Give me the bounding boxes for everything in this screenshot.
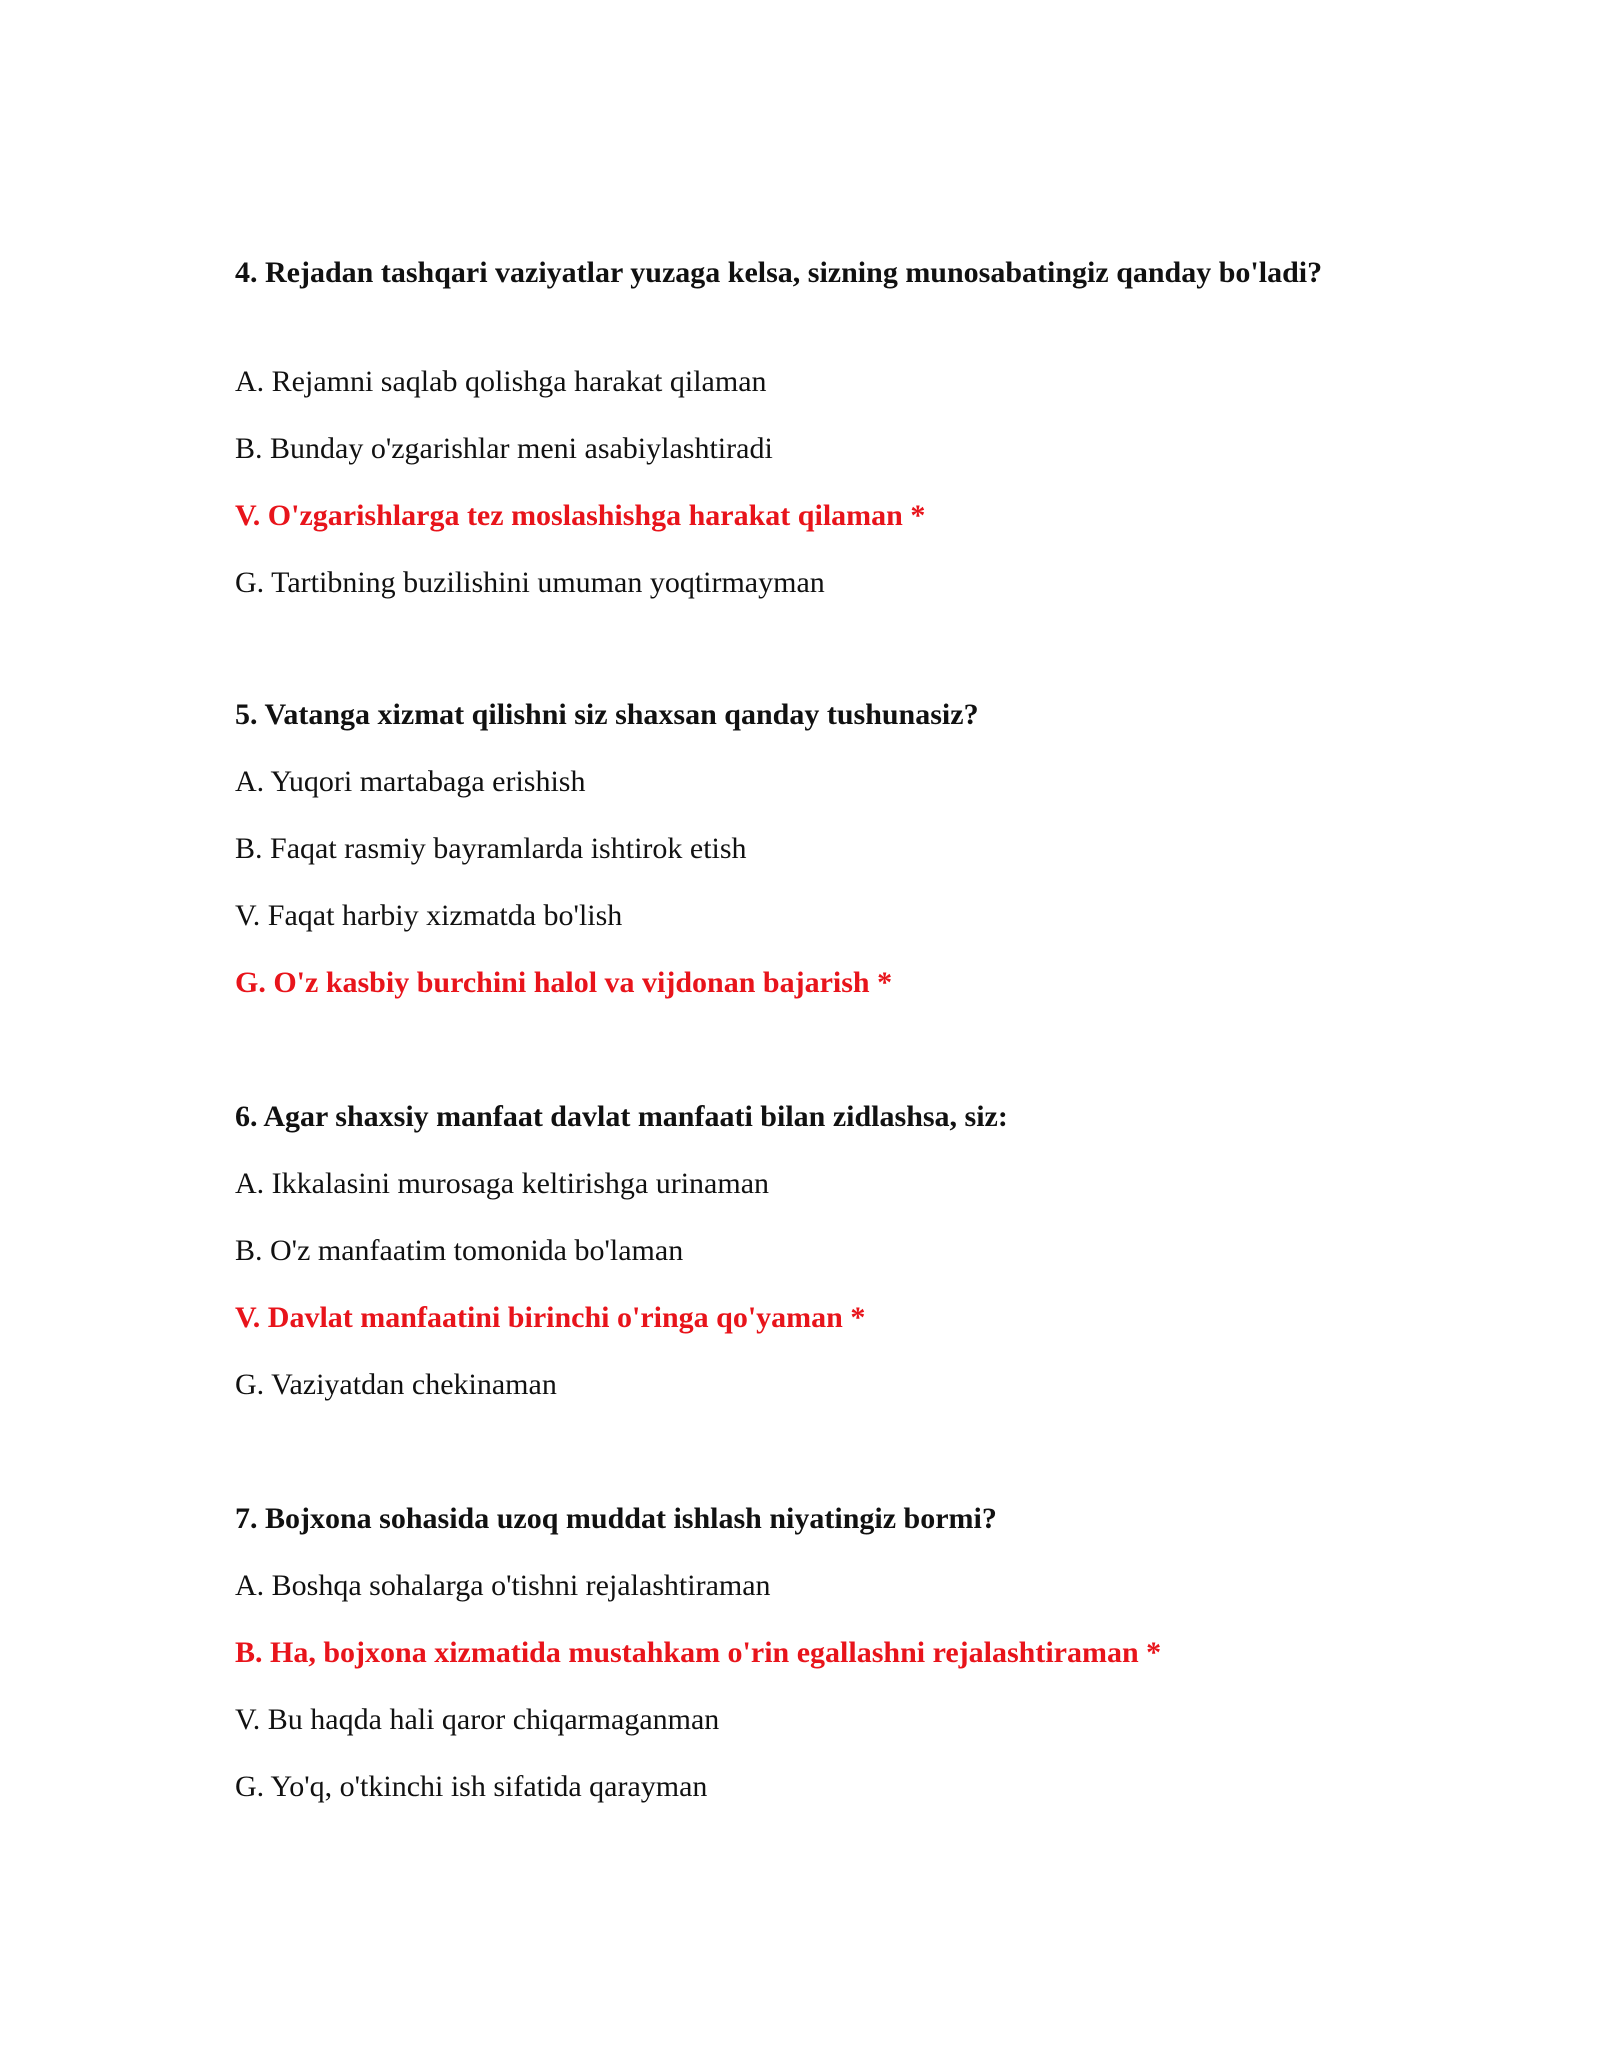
answer-option-correct: V. O'zgarishlarga tez moslashishga harakat qilaman * <box>235 499 926 532</box>
answer-option: G. Yo'q, o'tkinchi ish sifatida qarayman <box>235 1770 708 1803</box>
answer-option: A. Ikkalasini murosaga keltirishga urinaman <box>235 1167 770 1200</box>
answer-option-correct: V. Davlat manfaatini birinchi o'ringa qo'yaman * <box>235 1301 866 1334</box>
answer-option: A. Rejamni saqlab qolishga harakat qilaman <box>235 365 767 398</box>
question-block <box>235 1498 1335 1803</box>
answer-option: A. Yuqori martabaga erishish <box>235 765 586 798</box>
answer-option-correct: B. Ha, bojxona xizmatida mustahkam o'rin egallashni rejalashtiraman * <box>235 1636 1162 1669</box>
answer-option: B. Bunday o'zgarishlar meni asabiylashtiradi <box>235 432 773 465</box>
answer-option: G. Vaziyatdan chekinaman <box>235 1368 557 1401</box>
answer-option: G. Tartibning buzilishini umuman yoqtirmayman <box>235 566 825 599</box>
question-text: 6. Agar shaxsiy manfaat davlat manfaati bilan zidlashsa, siz: <box>235 1100 1008 1133</box>
answer-option: B. Faqat rasmiy bayramlarda ishtirok etish <box>235 832 747 865</box>
answer-option: B. O'z manfaatim tomonida bo'laman <box>235 1234 684 1267</box>
question-block <box>235 252 1335 599</box>
question-text: 4. Rejadan tashqari vaziyatlar yuzaga kelsa, sizning munosabatingiz qanday bo'ladi? <box>235 256 1323 289</box>
answer-option-correct: G. O'z kasbiy burchini halol va vijdonan bajarish * <box>235 966 893 999</box>
question-block <box>235 694 1335 999</box>
answer-option: V. Faqat harbiy xizmatda bo'lish <box>235 899 623 932</box>
question-text: 7. Bojxona sohasida uzoq muddat ishlash niyatingiz bormi? <box>235 1502 997 1535</box>
answer-option: V. Bu haqda hali qaror chiqarmaganman <box>235 1703 720 1736</box>
answer-option: A. Boshqa sohalarga o'tishni rejalashtiraman <box>235 1569 771 1602</box>
question-text: 5. Vatanga xizmat qilishni siz shaxsan qanday tushunasiz? <box>235 698 979 731</box>
question-block <box>235 1096 1335 1401</box>
